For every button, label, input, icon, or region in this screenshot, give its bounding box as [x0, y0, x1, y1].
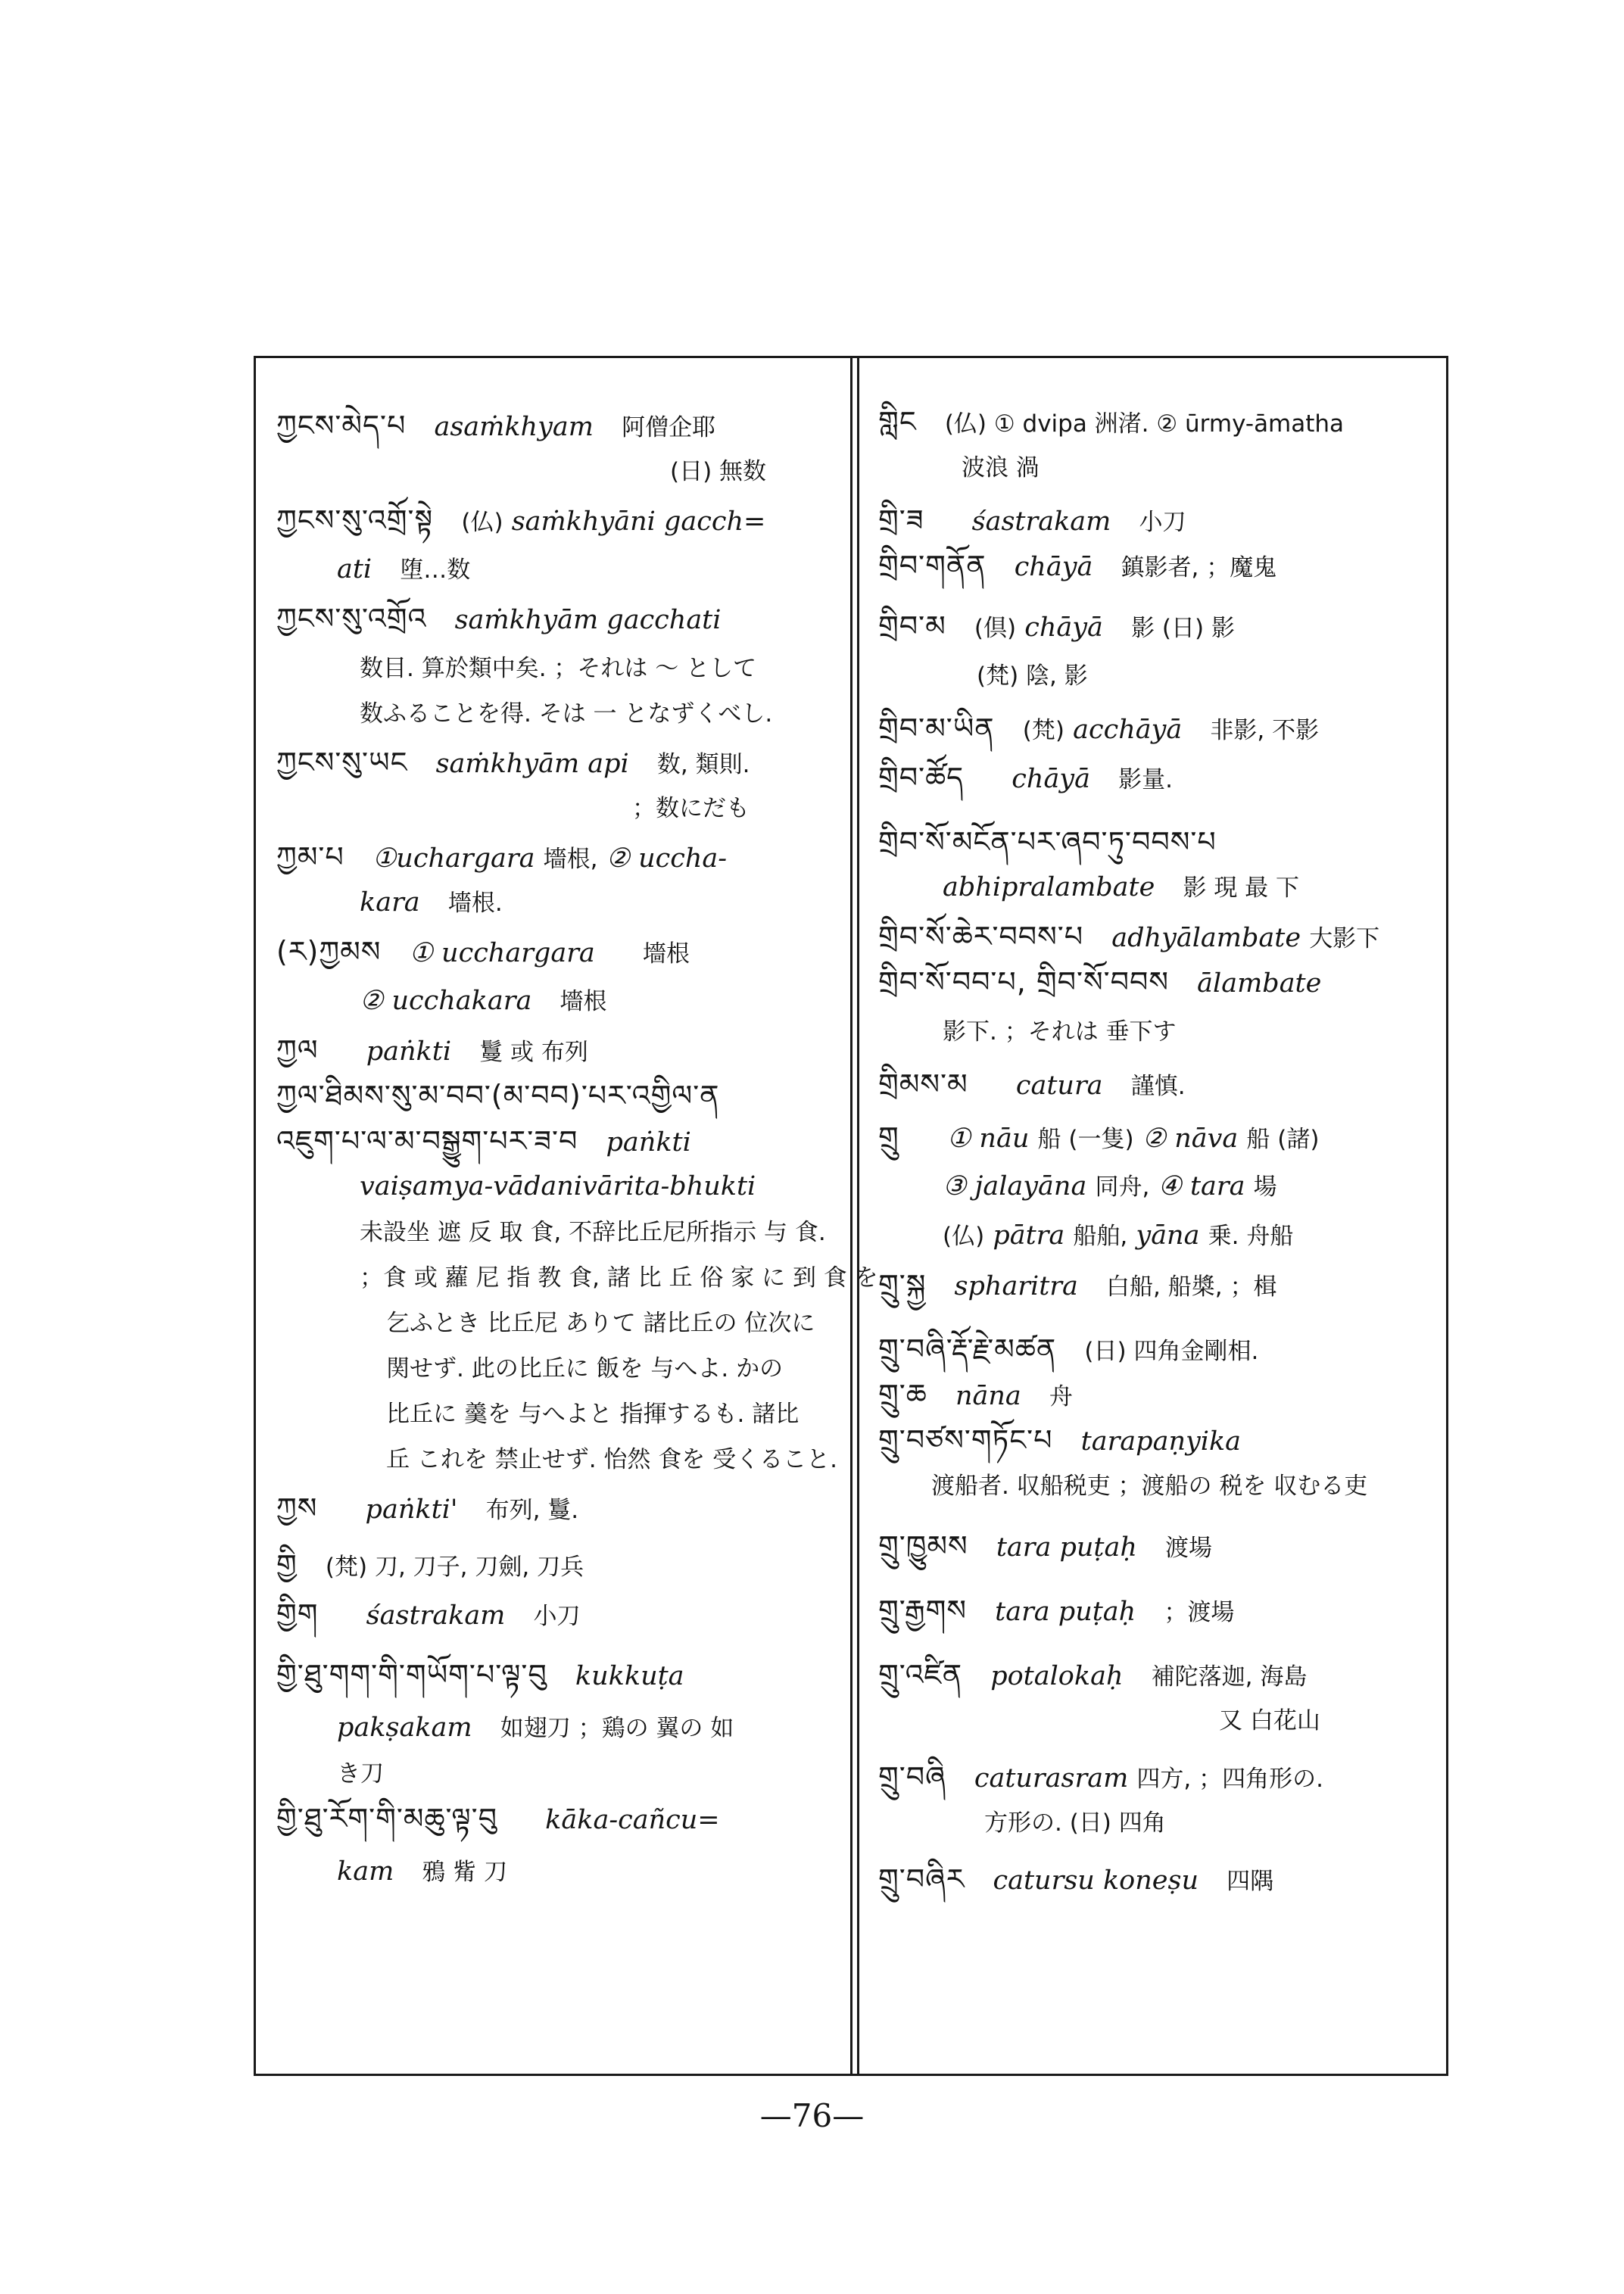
tibetan-headword: གྲུ: [878, 1121, 899, 1154]
sanskrit-term: ① nāu: [946, 1124, 1030, 1154]
sanskrit-term: ati: [337, 554, 372, 584]
source-tag: (仏): [461, 509, 503, 536]
gloss: き刀: [337, 1760, 384, 1788]
gloss: 大影下: [1309, 925, 1380, 952]
gloss: (梵) 刀, 刀子, 刀劍, 刀兵: [325, 1554, 584, 1581]
tibetan-headword: གྲུ་བཞི: [878, 1760, 946, 1794]
entry-grig: [276, 1597, 581, 1633]
continuation-line: [943, 871, 1299, 905]
sanskrit-term: kukkuṭa: [575, 1661, 684, 1691]
sanskrit-term: paṅkti: [366, 1036, 452, 1067]
sanskrit-term: spharitra: [954, 1271, 1078, 1301]
tibetan-headword: གྲིབ་སོ་མངོན་པར་ཞབ་ཏུ་བབས་པ: [878, 825, 1217, 859]
sanskrit-term: adhyālambate: [1111, 923, 1301, 953]
tibetan-headword: ཀྱས: [276, 1491, 318, 1525]
gloss: 墻根,: [543, 846, 598, 873]
gloss: 布列, 鬘.: [485, 1497, 579, 1524]
entry-gru-skya: [878, 1268, 1276, 1304]
tibetan-headword: གྱིག: [276, 1597, 319, 1631]
gloss: 堕…数: [400, 556, 471, 584]
entry-samkhyam-gacchati: [276, 602, 721, 637]
page-number: —76—: [759, 2097, 865, 2134]
tibetan-headword: གྲུ་སྐྱ: [878, 1268, 927, 1301]
continuation-line: [943, 1170, 1277, 1204]
gloss: 小刀: [533, 1603, 581, 1630]
gloss: 渡船者. 収船税吏 ；渡船の 税を 収むる吏: [931, 1473, 1368, 1500]
gloss-line: [1219, 1703, 1320, 1738]
continuation-line: [276, 1855, 507, 1889]
sanskrit-term: ② uccha-: [606, 843, 728, 874]
source-tag: (倶): [974, 615, 1017, 642]
gloss-line: [670, 454, 766, 488]
gloss: 如翅刀 ；鶏の 翼の 如: [500, 1715, 734, 1742]
gloss: 波浪 渦: [962, 454, 1040, 482]
gloss: (梵) 陰, 影: [977, 662, 1088, 690]
gloss: 墻根: [560, 988, 607, 1015]
sanskrit-term: catura: [1015, 1071, 1103, 1101]
gloss: 又 白花山: [1219, 1707, 1320, 1735]
sanskrit-term: ① ucchargara: [409, 938, 595, 968]
gloss: 乞ふとき 比丘尼 ありて 諸比丘の 位次に: [386, 1310, 815, 1337]
tibetan-headword: ཀྱལ་ཐིམས་སུ་མ་བབ་(མ་བབ)་པར་འགྱིལ་ན: [276, 1079, 720, 1112]
tibetan-headword: གྲིབ་སོ་ཆེར་བབས་པ: [878, 920, 1084, 953]
continuation-line: [276, 886, 503, 920]
gloss-line: [931, 1469, 1367, 1503]
gloss: 影 (日) 影: [1131, 615, 1235, 642]
entry-grib-so-mngon: [878, 825, 1217, 860]
gloss: 場: [1253, 1173, 1277, 1201]
sanskrit-term: tarapaṇyika: [1080, 1426, 1242, 1457]
gloss: 船舶,: [1073, 1223, 1128, 1250]
sanskrit-term: saṁkhyāni gacch=: [511, 506, 766, 537]
gloss: 比丘に 羹を 与へよと 指揮するも. 諸比: [386, 1401, 800, 1428]
tibetan-headword: གྲུ་བཞིར: [878, 1862, 965, 1896]
tibetan-headword: ཀྱལ: [276, 1033, 319, 1067]
entry-samkhyani-gacchati: [276, 503, 765, 539]
gloss: 白船, 船槳, ；楫: [1106, 1273, 1277, 1301]
sanskrit-term: śastrakam: [366, 1601, 506, 1631]
sanskrit-term: paṅkti: [606, 1127, 691, 1158]
tibetan-headword: ཀྱམ་པ: [276, 840, 344, 874]
gloss: ；数にだも: [632, 795, 750, 822]
tibetan-headword: གྲིབ་མ་ཡིན: [878, 712, 995, 745]
sanskrit-term: chāyā: [1024, 612, 1103, 643]
gloss: ；渡場: [1164, 1599, 1235, 1626]
sanskrit-term: ② ucchakara: [360, 986, 532, 1016]
gloss-line: [276, 1397, 799, 1431]
sanskrit-term: saṁkhyām gacchati: [454, 605, 722, 635]
gloss: 鎮影者, ；魔鬼: [1121, 554, 1277, 581]
gloss-line: [276, 1442, 837, 1476]
tibetan-headword: ཀྱངས་སུ་འགྲོ་སྟེ: [276, 503, 434, 537]
entry-gri: [276, 1548, 584, 1584]
gloss: 補陀落迦, 海島: [1151, 1663, 1308, 1691]
sanskrit-term: tara puṭaḥ: [995, 1597, 1136, 1627]
entry-pankti: [276, 1033, 588, 1069]
entry-ucchargara: [276, 935, 690, 971]
gloss: (仏) ① dvipa 洲渚. ② ūrmy-āmatha: [944, 410, 1345, 438]
continuation-line: [276, 553, 470, 587]
sanskrit-term: ② nāva: [1142, 1124, 1239, 1154]
tibetan-headword: གྲུ་འཛིན: [878, 1658, 963, 1691]
gloss-line: [984, 1806, 1166, 1840]
sanskrit-term: abhipralambate: [943, 872, 1155, 902]
entry-grims-ma: [878, 1068, 1186, 1103]
gloss: 丘 これを 禁止せず. 怡然 食を 受くること.: [386, 1446, 837, 1473]
tibetan-headword: གྲུ་ཆ: [878, 1378, 927, 1411]
gloss: 数, 類則.: [656, 751, 750, 778]
tibetan-headword: གླིང: [878, 405, 917, 438]
sanskrit-term: ③ jalayāna: [943, 1171, 1087, 1202]
tibetan-headword: གྲུ་རྒྱགས: [878, 1594, 967, 1627]
entry-uchargara: [276, 840, 727, 876]
sanskrit-term: yāna: [1136, 1220, 1200, 1251]
gloss: 四隅: [1227, 1868, 1274, 1895]
gloss: 同舟,: [1095, 1173, 1150, 1201]
sanskrit-term: tara puṭaḥ: [996, 1532, 1137, 1563]
gloss-line: [276, 651, 756, 685]
gloss: 影下. ；それは 垂下す: [943, 1018, 1177, 1046]
entry-grib-ma-yin: [878, 712, 1319, 747]
gloss-line: [276, 1351, 783, 1385]
sanskrit-term: saṁkhyām api: [435, 749, 629, 779]
sanskrit-term: chāyā: [1011, 764, 1090, 794]
entry-grib-so-cher: [878, 920, 1379, 955]
gloss-line: [943, 1015, 1177, 1049]
tibetan-headword: འཇུག་པ་ལ་མ་བསྒྱུག་པར་ཟ་བ: [276, 1124, 578, 1158]
entry-gru-khyums: [878, 1529, 1212, 1565]
gloss: 影 現 最 下: [1183, 874, 1300, 902]
entry-grib-so-bab: [878, 965, 1321, 1000]
sanskrit-term: acchāyā: [1073, 715, 1183, 745]
gloss-line: [276, 1261, 878, 1295]
entry-gru: [878, 1121, 1319, 1156]
sanskrit-term: caturasram: [974, 1763, 1129, 1794]
gloss: 乗. 舟船: [1208, 1223, 1294, 1250]
sanskrit-term: pātra: [993, 1220, 1065, 1251]
continuation-line: [943, 1219, 1293, 1253]
gloss: 墻根: [642, 940, 690, 968]
sanskrit-term: pakṣakam: [337, 1713, 472, 1743]
continuation-line: [276, 1711, 734, 1745]
sanskrit-term: catursu koneṣu: [993, 1865, 1199, 1896]
gloss-line: [276, 1215, 826, 1249]
continuation-line: [276, 984, 606, 1018]
tibetan-headword: གྲིབ་སོ་བབ་པ, གྲིབ་སོ་བབས: [878, 965, 1170, 999]
entry-gru-dzin: [878, 1658, 1307, 1694]
sanskrit-term: kara: [360, 887, 420, 918]
entry-gru-cha: [878, 1378, 1073, 1413]
sanskrit-term: kāka-cañcu=: [545, 1805, 720, 1835]
sanskrit-term: nāna: [955, 1381, 1021, 1411]
gloss: 四方, ；四角形の.: [1136, 1766, 1323, 1793]
tibetan-headword: གྲུ་བཞི་རྡོ་རྗེ་མཚན: [878, 1332, 1057, 1366]
gloss: 非影, 不影: [1210, 717, 1320, 744]
tibetan-headword: ཀྱངས་སུ་ཡང: [276, 746, 408, 779]
entry-gling: [878, 405, 1344, 441]
entry-grib-gnon: [878, 549, 1276, 584]
gloss: 渡場: [1165, 1535, 1213, 1562]
sanskrit-term: kam: [337, 1856, 394, 1887]
gloss: 鬘 或 布列: [479, 1039, 588, 1066]
entry-kaka-cancukam: [276, 1802, 720, 1837]
gloss: 鴉 觜 刀: [422, 1859, 508, 1886]
gloss: 謹慎.: [1130, 1073, 1186, 1100]
gloss: 未設坐 遮 反 取 食, 不辞比丘尼所指示 与 食.: [360, 1219, 826, 1246]
entry-gri-za: [878, 503, 1186, 539]
tibetan-headword: གྱི་ཐུ་གག་གི་གཡོག་པ་ལྟ་བུ: [276, 1658, 547, 1691]
gloss: 舟: [1049, 1383, 1073, 1410]
tibetan-headword: གྲིབ་ཚོད: [878, 761, 965, 794]
entry-asamkhyam: [276, 409, 715, 444]
gloss: 影量.: [1118, 766, 1173, 793]
tibetan-headword: (ར)ཀྱམས: [276, 935, 382, 968]
gloss: 数目. 算於類中矣. ；それは 〜 として: [360, 655, 757, 682]
continuation-line: [276, 1170, 756, 1203]
tibetan-headword: གྱི: [276, 1548, 298, 1582]
gloss: (日) 四角金剛相.: [1084, 1338, 1259, 1365]
gloss: 関せず. 此の比丘に 飯を 与へよ. かの: [386, 1355, 784, 1382]
tibetan-headword: གྲུ་བཙས་གཏོང་པ: [878, 1423, 1053, 1457]
gloss: 小刀: [1139, 509, 1186, 536]
gloss: 阿僧企耶: [622, 414, 716, 441]
sanskrit-term: potalokaḥ: [990, 1661, 1124, 1691]
entry-samkhyam-api: [276, 746, 750, 781]
gloss-line: [276, 1306, 815, 1340]
tibetan-headword: གྲིམས་མ: [878, 1068, 968, 1101]
gloss: (日) 無数: [670, 458, 767, 485]
sanskrit-term: ①uchargara: [372, 843, 535, 874]
sanskrit-term: śastrakam: [971, 506, 1111, 537]
tibetan-headword: ཀྱངས་སུ་འགྲོའ: [276, 602, 427, 635]
sanskrit-term: paṅkti': [365, 1495, 458, 1525]
entry-gru-bzhir: [878, 1862, 1273, 1898]
gloss-line: [977, 659, 1088, 693]
entry-gru-bzhi-rdorje: [878, 1332, 1258, 1368]
gloss-line: [276, 697, 772, 731]
entry-tibetan-phrase: [276, 1079, 720, 1114]
entry-grib-ma: [878, 609, 1235, 645]
sanskrit-term: ālambate: [1197, 968, 1322, 999]
tibetan-headword: གྲིབ་མ: [878, 609, 946, 643]
entry-gru-bzhi: [878, 1760, 1323, 1796]
sanskrit-term: asaṁkhyam: [434, 412, 594, 442]
entry-kukkuta: [276, 1658, 684, 1693]
gloss-line: [276, 1756, 384, 1791]
gloss: ；食 或 蘿 尼 指 教 食, 諸 比 丘 俗 家 に 到 食 を: [360, 1264, 878, 1292]
tibetan-headword: གྲིབ་གནོན: [878, 549, 987, 582]
tibetan-headword: གྲི་ཟ: [878, 503, 924, 537]
gloss: 船 (一隻): [1037, 1126, 1134, 1153]
gloss: 墻根.: [447, 890, 503, 917]
entry-gru-rgyags: [878, 1594, 1234, 1629]
entry-gru-btsas: [878, 1423, 1241, 1458]
gloss: 船 (諸): [1246, 1126, 1320, 1153]
entry-pankti-2: [276, 1491, 578, 1527]
tibetan-headword: ཀྱངས་མེད་པ: [276, 409, 407, 442]
sanskrit-term: chāyā: [1014, 552, 1093, 582]
gloss: 方形の. (日) 四角: [984, 1809, 1166, 1837]
source-tag: (梵): [1022, 717, 1064, 744]
source-tag: (仏): [943, 1223, 985, 1250]
gloss-line: [632, 791, 750, 825]
gloss: 数ふることを得. そは 一 となずくべし.: [360, 700, 773, 728]
tibetan-headword: གྱི་ཐུ་རོག་གི་མཆུ་ལྟ་བུ: [276, 1802, 498, 1835]
entry-grib-tshod: [878, 761, 1173, 796]
column-divider: [850, 356, 859, 2076]
continuation-line: [276, 1124, 691, 1159]
gloss-line: [962, 450, 1040, 485]
sanskrit-term: ④ tara: [1158, 1171, 1245, 1202]
tibetan-headword: གྲུ་ཁྱུམས: [878, 1529, 968, 1563]
sanskrit-term: vaiṣamya-vādanivārita-bhukti: [360, 1171, 756, 1202]
